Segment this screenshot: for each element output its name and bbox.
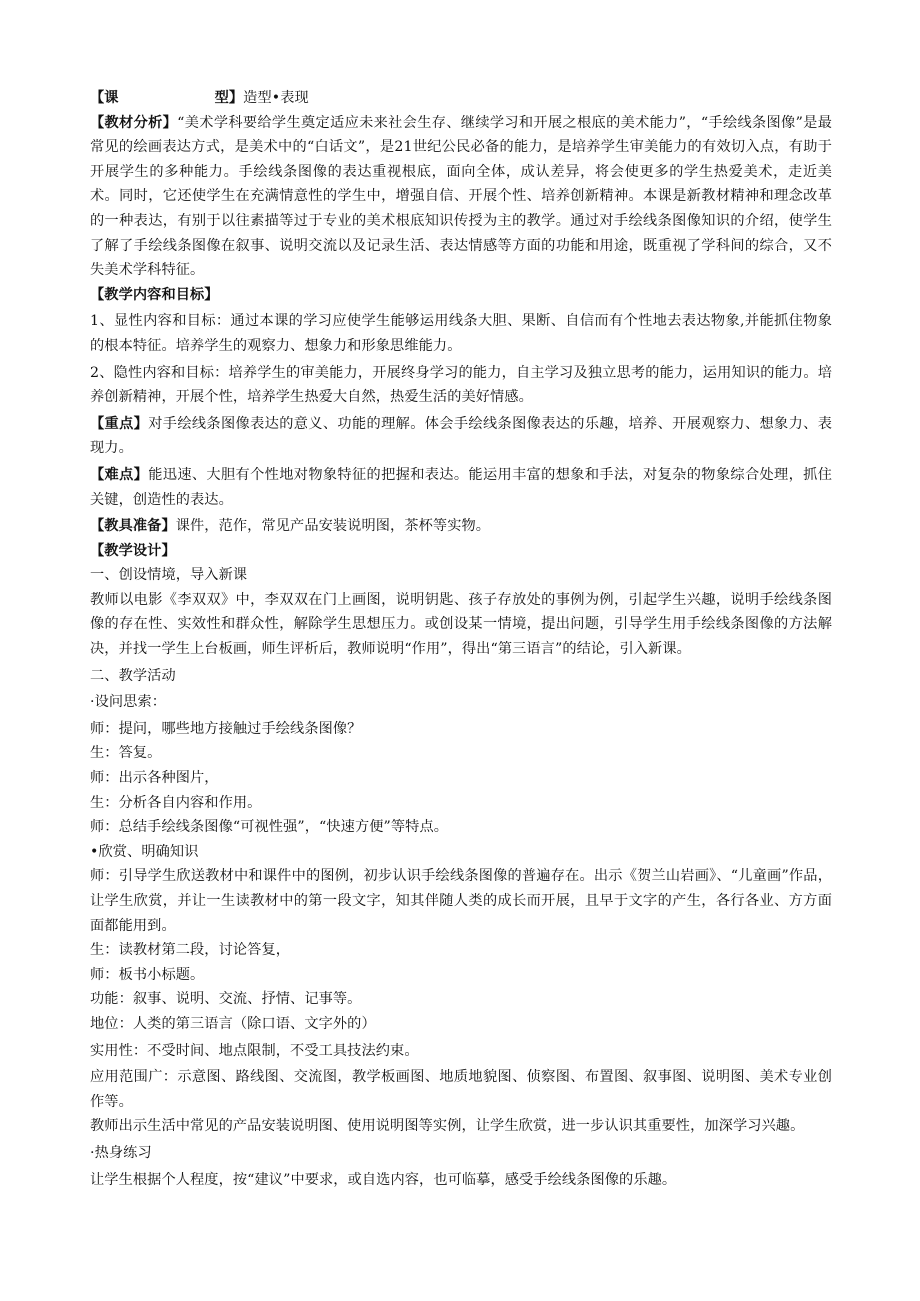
activity-1-title: ·设问思索： <box>90 694 167 711</box>
dialog-line: 师：提问，哪些地方接触过手绘线条图像？ <box>90 720 362 737</box>
text-line: 功能：叙事、说明、交流、抒情、记事等。 <box>90 991 362 1008</box>
activity-3-text: 让学生根据个人程度，按“建议”中要求，或自选内容，也可临摹，感受手绘线条图像的乐趣。 <box>90 1171 677 1188</box>
design-heading: 【教学设计】 <box>90 542 176 559</box>
course-type-value: 造型•表现 <box>243 90 309 106</box>
course-type-label-right: 型】 <box>214 90 244 106</box>
section-2-title: 二、教学活动 <box>90 667 176 684</box>
text-line: 师：板书小标题。 <box>90 966 205 983</box>
activity-3-title: ·热身练习 <box>90 1144 152 1161</box>
section-1-title: 一、创设情境，导入新课 <box>90 567 248 584</box>
dialog-line: 生：答复。 <box>90 745 162 762</box>
course-type-label-left: 【课 <box>90 90 119 106</box>
key-point-paragraph <box>90 412 832 461</box>
teacher-show-paragraph: 教师出示生活中常见的产品安装说明图、使用说明图等实例，让学生欣赏，进一步认识其重要性，加深学习兴趣。 <box>90 1118 805 1135</box>
goals-heading: 【教学内容和目标】 <box>90 286 219 303</box>
activity-2-text: 师：引导学生欣送教材中和课件中的图例，初步认识手绘线条图像的普遍存在。出示《贺兰山岩画》、“儿童画”作品，让学生欣赏，并让一生读教材中的第一段文字，知其伴随人类的成长而开展，且早于文字的产生，各行各业、方方面面都能用到。 <box>90 868 832 934</box>
section-1-text: 教师以电影《李双双》中，李双双在门上画图，说明钥匙、孩子存放处的事例为例，引起学生兴趣，说明手绘线条图像的存在性、实效性和群众性，解除学生思想压力。或创设某一情境，提出问题，引导学生用手绘线条图像的方法解决，并找一学生上台板画，师生评析后，教师说明“作用”，得出“第三语言”的结论，引入新课。 <box>90 591 832 658</box>
materials-label: 【教具准备】 <box>90 518 176 535</box>
text-line: 生：读教材第二段，讨论答复， <box>90 942 291 959</box>
text-line: 实用性：不受时间、地点限制，不受工具技法约束。 <box>90 1042 419 1059</box>
analysis-text: “美术学科要给学生奠定适应未来社会生存、继续学习和开展之根底的美术能力”，“手绘线条图像”是最常见的绘画表达方式，是美术中的“白话文”，是21世纪公民必备的能力，是培养学生审美能力的有效切入点，有助于开展学生的多种能力。手绘线条图像的表达重视根底，面向全体，成认差异，将会使更多的学生热爱美术，走近美术。同时，它还使学生在充满情意性的学生中，增强自信、开展个性、培养创新精神。本课是新教材精神和理念改革的一种表达，有别于以往素描等过于专业的美术根底知识传授为主的教学。通过对手绘线条图像知识的介绍，使学生了解了手绘线条图像在叙事、说明交流以及记录生活、表达情感等方面的功能和用途，既重视了学科间的综合，又不失美术学科特征。 <box>90 114 832 279</box>
key-point-text: 对手绘线条图像表达的意义、功能的理解。体会手绘线条图像表达的乐趣，培养、开展观察力、想象力、表现力。 <box>90 415 832 457</box>
activity-2-title: •欣赏、明确知识 <box>90 843 199 860</box>
goal-2-paragraph: 2、隐性内容和目标：培养学生的审美能力，开展终身学习的能力，自主学习及独立思考的能力，运用知识的能力。培养创新精神，开展个性，培养学生热爱大自然，热爱生活的美好情感。 <box>90 364 832 406</box>
analysis-label: 【教材分析】 <box>90 114 178 131</box>
analysis-paragraph <box>90 111 832 283</box>
key-point-label: 【重点】 <box>90 415 149 432</box>
materials-paragraph <box>90 514 832 539</box>
difficulty-label: 【难点】 <box>90 466 149 483</box>
document-body <box>90 86 832 1192</box>
difficulty-paragraph <box>90 463 832 512</box>
course-type-line <box>90 86 832 111</box>
goal-1-paragraph: 1、显性内容和目标：通过本课的学习应使学生能够运用线条大胆、果断、自信而有个性地去表达物象,并能抓住物象的根本特征。培养学生的观察力、想象力和形象思维能力。 <box>90 313 832 354</box>
difficulty-text: 能迅速、大胆有个性地对物象特征的把握和表达。能运用丰富的想象和手法，对复杂的物象综合处理，抓住关键，创造性的表达。 <box>90 466 832 508</box>
dialog-line: 师：总结手绘线条图像“可视性强”，“快速方便”等特点。 <box>90 819 449 836</box>
application-paragraph: 应用范围广：示意图、路线图、交流图，教学板画图、地质地貌图、侦察图、布置图、叙事图、说明图、美术专业创作等。 <box>90 1069 832 1110</box>
text-line: 地位：人类的第三语言（除口语、文字外的） <box>90 1015 376 1032</box>
dialog-line: 师：出示各种图片， <box>90 770 219 787</box>
materials-text: 课件，范作，常见产品安装说明图，茶杯等实物。 <box>175 518 491 535</box>
dialog-line: 生：分析各自内容和作用。 <box>90 794 262 811</box>
